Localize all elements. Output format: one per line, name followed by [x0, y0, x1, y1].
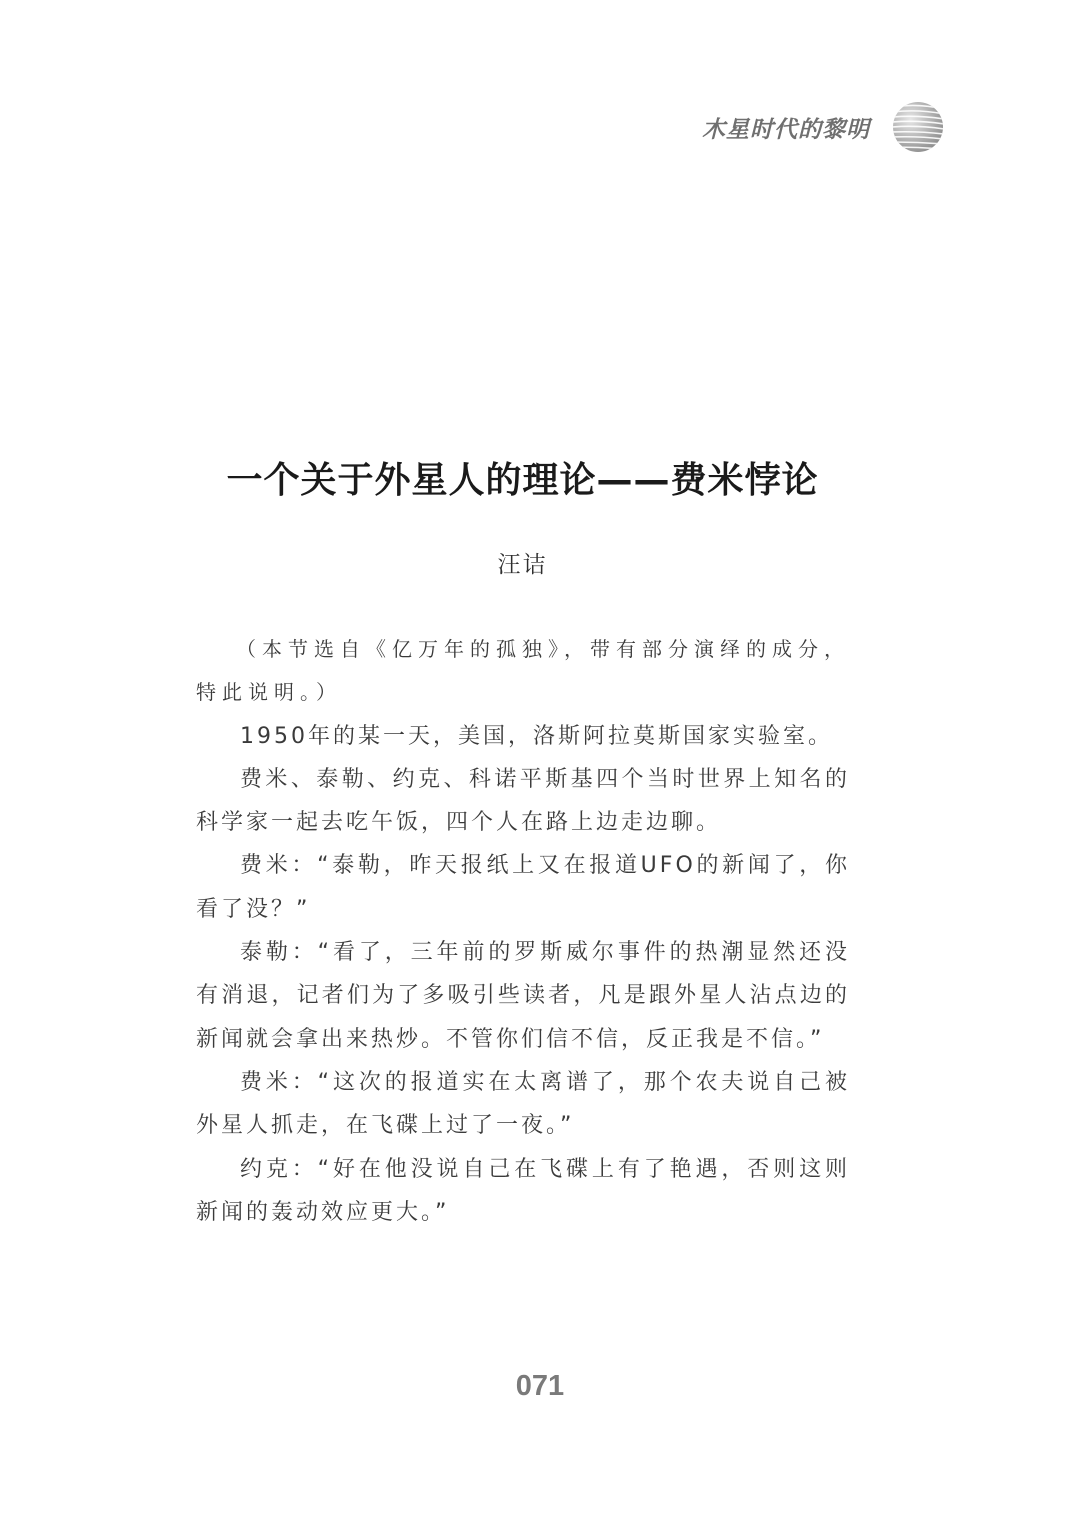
paragraph: 费米：“这次的报道实在太离谱了，那个农夫说自己被外星人抓走，在飞碟上过了一夜。”	[196, 1069, 850, 1139]
paragraph-note: （本节选自《亿万年的孤独》，带有部分演绎的成分，特此说明。）	[196, 637, 850, 705]
paragraph: 泰勒：“看了，三年前的罗斯威尔事件的热潮显然还没有消退，记者们为了多吸引些读者，凡是跟外星人沾点边的新闻就会拿出来热炒。不管你们信不信，反正我是不信。”	[196, 940, 850, 1052]
body-text	[196, 628, 850, 1234]
planet-icon	[892, 101, 944, 153]
author-name: 汪诘	[497, 552, 548, 578]
paragraph: 1950年的某一天，美国，洛斯阿拉莫斯国家实验室。	[240, 723, 833, 749]
paragraph: 费米、泰勒、约克、科诺平斯基四个当时世界上知名的科学家一起去吃午饭，四个人在路上边走边聊。	[196, 766, 850, 836]
running-header	[702, 100, 944, 154]
book-title: 木星时代的黎明	[702, 116, 870, 143]
paragraph: 约克：“好在他没说自己在飞碟上有了艳遇，否则这则新闻的轰动效应更大。”	[196, 1156, 850, 1225]
chapter-title: 一个关于外星人的理论——费米悖论	[226, 460, 819, 501]
page-number: 071	[515, 1370, 565, 1402]
paragraph: 费米：“泰勒，昨天报纸上又在报道UFO的新闻了，你看了没？”	[196, 853, 850, 922]
